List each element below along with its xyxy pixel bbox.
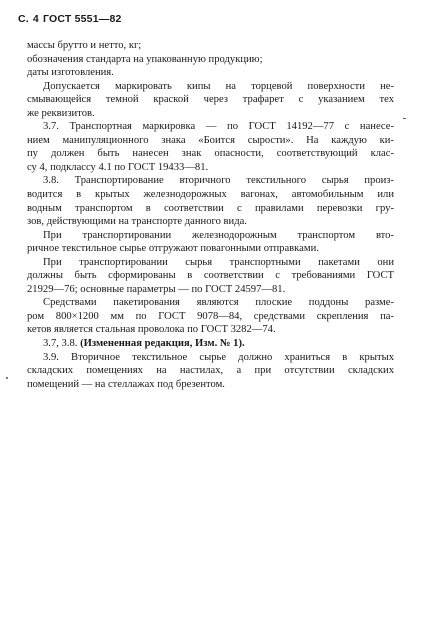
text-line: обозначения стандарта на упакованную продукцию;	[27, 53, 263, 65]
text-line: смывающейся темной краской через трафарет с указанием тех	[27, 94, 394, 106]
text-line: же реквизитов.	[27, 107, 95, 119]
text-line: 3.9. Вторичное текстильное сырье должно храниться в крытых	[43, 351, 394, 363]
text-line: зов, действующими на транспорте данного вида.	[27, 216, 247, 228]
amendment-line	[27, 337, 394, 351]
scan-speck	[6, 377, 8, 379]
text-line: су 4, подклассу 4.1 по ГОСТ 19433—81.	[27, 161, 209, 173]
page-number: 4	[32, 13, 39, 25]
document-body	[27, 39, 394, 391]
text-line: При транспортировании сырья транспортными пакетами они	[43, 256, 394, 268]
text-line: помещений — на стеллажах под брезентом.	[27, 378, 225, 390]
text-line: 3.8. Транспортирование вторичного текстильного сырья произ-	[43, 175, 394, 187]
text-line: 3.7. Транспортная маркировка — по ГОСТ 14192—77 с нанесе-	[43, 121, 394, 133]
text-line: нием манипуляционного знака «Боится сырости». На каждую ки-	[27, 134, 394, 146]
text-line: пу должен быть нанесен знак опасности, соответствующий клас-	[27, 148, 394, 160]
text-line: массы брутто и нетто, кг;	[27, 40, 142, 51]
text-line: кетов является стальная проволока по ГОСТ 3282—74.	[27, 324, 276, 336]
text-line: ром 800×1200 мм по ГОСТ 9078—84, средствами скрепления па-	[27, 310, 394, 322]
text-line: даты изготовления.	[27, 67, 114, 79]
scan-speck	[403, 118, 406, 119]
section-storage	[27, 351, 394, 392]
standard-code: ГОСТ 5551—82	[42, 13, 122, 25]
page-header	[18, 13, 126, 25]
page-prefix: С.	[18, 13, 29, 25]
text-line: Средствами пакетирования являются плоские поддоны разме-	[43, 297, 394, 309]
text-line: водится в крытых железнодорожных вагонах, автомобильным или	[27, 189, 394, 201]
text-line: Допускается маркировать кипы на торцевой поверхности не-	[43, 80, 394, 92]
text-line: должны быть сформированы в соответствии с требованиями ГОСТ	[27, 270, 394, 282]
text-line: водным транспортом в соответствии с правилами перевозки гру-	[27, 202, 394, 214]
text-line: складских помещениях на настилах, а при отсутствии складских	[27, 365, 394, 377]
text-line: ричное текстильное сырье отгружают повагонными отправками.	[27, 243, 319, 255]
amendment-prefix: 3.7, 3.8.	[43, 338, 78, 350]
section-marking-transport	[27, 39, 394, 337]
amendment-note: (Измененная редакция, Изм. № 1).	[80, 338, 245, 350]
text-line: 21929—76; основные параметры — по ГОСТ 24597—81.	[27, 283, 286, 295]
text-line: При транспортировании железнодорожным транспортом вто-	[43, 229, 394, 241]
